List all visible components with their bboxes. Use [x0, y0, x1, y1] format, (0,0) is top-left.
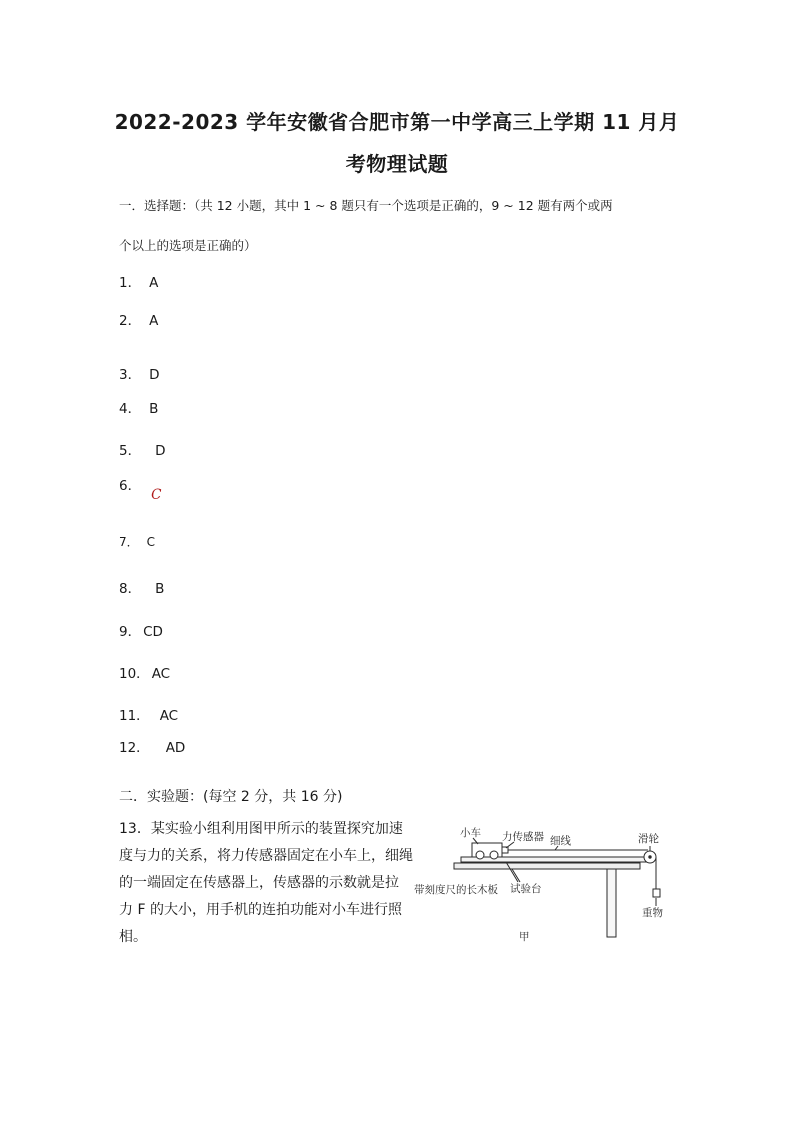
answer-item: [119, 439, 166, 459]
label-pulley: 滑轮: [638, 833, 659, 845]
label-string: 细线: [550, 835, 571, 847]
answer-number: 7．: [119, 535, 139, 549]
answer-number: 3．: [119, 367, 142, 383]
answer-item: [119, 620, 163, 640]
label-board: 带刻度尺的长木板: [414, 884, 498, 896]
answer-value: A: [149, 275, 159, 291]
force-sensor: [502, 847, 508, 853]
answer-value: A: [149, 313, 159, 329]
answer-item: [119, 662, 170, 682]
bench-leg: [607, 869, 616, 937]
answer-number: 9．: [119, 624, 142, 640]
label-sensor: 力传感器: [502, 831, 544, 843]
weight-block: [653, 889, 660, 897]
figure-caption: 甲: [519, 931, 530, 943]
answer-value: CD: [143, 624, 163, 640]
cart-wheel: [476, 851, 484, 859]
question-13-line: 度与力的关系，将力传感器固定在小车上，细绳: [119, 848, 413, 864]
label-bench: 试验台: [510, 883, 542, 895]
experiment-figure: [410, 822, 685, 947]
answer-value: B: [149, 401, 159, 417]
label-cart: 小车: [460, 827, 481, 839]
answer-item: [119, 704, 178, 724]
section1-heading-cont: 个以上的选项是正确的）: [119, 238, 257, 253]
question-13-line: 相。: [119, 929, 147, 945]
section2-heading: 二．实验题：(每空 2 分，共 16 分): [119, 789, 343, 805]
question-13-line: 的一端固定在传感器上，传感器的示数就是拉: [119, 875, 399, 891]
answer-item: [119, 363, 160, 383]
answer-number: 12．: [119, 740, 150, 756]
answer-value-handwritten: C: [151, 487, 162, 503]
answer-item: [119, 577, 164, 597]
label-weight: 重物: [642, 907, 663, 919]
question-13-text: [119, 816, 413, 951]
answer-number: 10．: [119, 666, 150, 682]
answer-value: AD: [165, 740, 186, 756]
answer-value: D: [149, 367, 160, 383]
answer-number: 5．: [119, 443, 142, 459]
answer-number: 11．: [119, 708, 150, 724]
answer-number: 8．: [119, 581, 142, 597]
page-title-line2: 考物理试题: [345, 152, 449, 176]
answer-item: [119, 397, 158, 417]
answer-value: C: [146, 535, 156, 549]
answer-number: 4．: [119, 401, 142, 417]
cart-wheel: [490, 851, 498, 859]
answer-value: AC: [159, 708, 179, 724]
answer-number: 6．: [119, 478, 142, 494]
answer-value: D: [155, 443, 166, 459]
answer-item: [119, 474, 162, 503]
answer-number: 1．: [119, 275, 142, 291]
answer-item: [119, 736, 185, 756]
answer-value: B: [155, 581, 165, 597]
answer-number: 2．: [119, 313, 142, 329]
answer-item: [119, 309, 158, 329]
page-title-line1: 2022-2023 学年安徽省合肥市第一中学高三上学期 11 月月: [114, 110, 680, 134]
answer-item: [119, 271, 158, 291]
answer-item: [119, 533, 155, 550]
test-bench: [454, 863, 640, 869]
long-board: [461, 857, 651, 862]
question-13-line: 13．某实验小组利用图甲所示的装置探究加速: [119, 821, 403, 837]
question-13-line: 力 F 的大小，用手机的连拍功能对小车进行照: [119, 902, 402, 918]
answer-value: AC: [151, 666, 171, 682]
section1-heading: 一．选择题：（共 12 小题，其中 1 ~ 8 题只有一个选项是正确的，9 ~ 12 题有两个或两: [119, 198, 613, 213]
